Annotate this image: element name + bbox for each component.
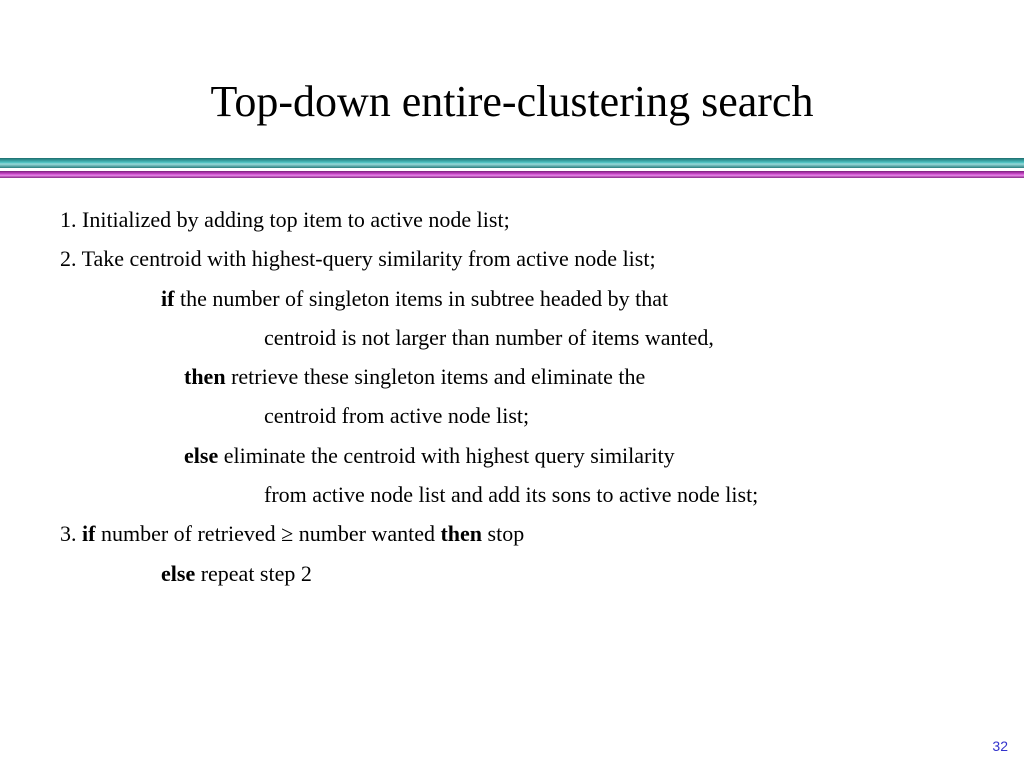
- line-9-middle: number of retrieved ≥ number wanted: [95, 521, 441, 546]
- line-1-text: 1. Initialized by adding top item to active node list;: [60, 207, 510, 232]
- line-9-prefix: 3.: [60, 521, 82, 546]
- body-line-1: [60, 200, 510, 239]
- body-line-6: [264, 396, 529, 435]
- body-line-2: [60, 239, 656, 278]
- keyword-else: else: [184, 443, 219, 468]
- line-6-text: centroid from active node list;: [264, 403, 530, 428]
- title-divider-magenta: [0, 171, 1024, 178]
- title-divider-teal: [0, 158, 1024, 168]
- keyword-if: if: [161, 286, 175, 311]
- body-line-3: [161, 279, 668, 318]
- line-10-text: repeat step 2: [195, 561, 312, 586]
- slide-title: Top-down entire-clustering search: [210, 77, 814, 126]
- line-4-text: centroid is not larger than number of items wanted,: [264, 325, 714, 350]
- line-9-suffix: stop: [482, 521, 525, 546]
- keyword-if: if: [82, 521, 96, 546]
- line-8-text: from active node list and add its sons to active node list;: [264, 482, 759, 507]
- keyword-else: else: [161, 561, 196, 586]
- body-line-9: [60, 514, 524, 553]
- body-line-4: [264, 318, 714, 357]
- body-line-5: [184, 357, 645, 396]
- keyword-then: then: [184, 364, 226, 389]
- body-line-8: [264, 475, 758, 514]
- line-3-text: the number of singleton items in subtree headed by that: [174, 286, 669, 311]
- body-line-10: [161, 554, 312, 593]
- page-number: 32: [992, 738, 1008, 754]
- keyword-then: then: [440, 521, 483, 546]
- body-line-7: [184, 436, 675, 475]
- line-2-text: 2. Take centroid with highest-query similarity from active node list;: [60, 246, 656, 271]
- line-5-text: retrieve these singleton items and eliminate the: [225, 364, 646, 389]
- line-7-text: eliminate the centroid with highest query similarity: [218, 443, 675, 468]
